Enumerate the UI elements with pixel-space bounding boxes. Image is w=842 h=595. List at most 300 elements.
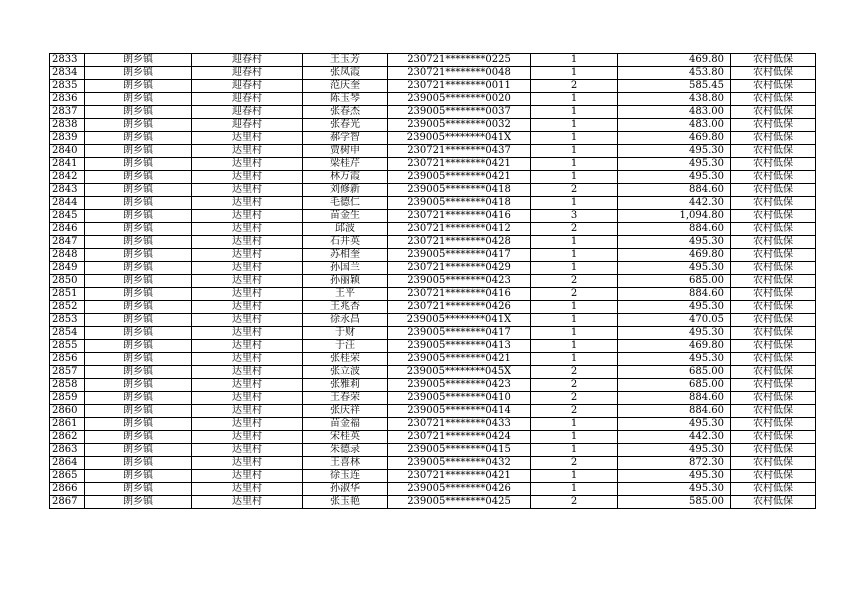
town-cell: 朗乡镇 (85, 223, 192, 236)
assistance-type-cell: 农村低保 (731, 275, 816, 288)
town-cell: 朗乡镇 (85, 353, 192, 366)
assistance-type-cell: 农村低保 (731, 132, 816, 145)
row-number: 2867 (50, 496, 85, 509)
village-cell: 达里村 (192, 392, 303, 405)
name-cell: 王玉芳 (303, 54, 388, 67)
table-row (50, 210, 816, 223)
household-count-cell: 1 (531, 470, 618, 483)
amount-cell: 495.30 (618, 470, 731, 483)
amount-cell: 495.30 (618, 301, 731, 314)
household-count-cell: 2 (531, 379, 618, 392)
household-count-cell: 2 (531, 80, 618, 93)
village-cell: 迎春村 (192, 54, 303, 67)
name-cell: 毛德仁 (303, 197, 388, 210)
assistance-type-cell: 农村低保 (731, 210, 816, 223)
row-number: 2864 (50, 457, 85, 470)
amount-cell: 685.00 (618, 366, 731, 379)
name-cell: 王喜林 (303, 457, 388, 470)
name-cell: 王春荣 (303, 392, 388, 405)
assistance-type-cell: 农村低保 (731, 327, 816, 340)
id-number-cell: 230721********0424 (388, 431, 531, 444)
town-cell: 朗乡镇 (85, 457, 192, 470)
household-count-cell: 1 (531, 93, 618, 106)
table-row (50, 67, 816, 80)
assistance-type-cell: 农村低保 (731, 405, 816, 418)
row-number: 2856 (50, 353, 85, 366)
town-cell: 朗乡镇 (85, 80, 192, 93)
household-count-cell: 1 (531, 54, 618, 67)
row-number: 2845 (50, 210, 85, 223)
table-row (50, 431, 816, 444)
household-count-cell: 1 (531, 301, 618, 314)
amount-cell: 438.80 (618, 93, 731, 106)
amount-cell: 470.05 (618, 314, 731, 327)
village-cell: 达里村 (192, 444, 303, 457)
row-number: 2842 (50, 171, 85, 184)
town-cell: 朗乡镇 (85, 444, 192, 457)
id-number-cell: 239005********0414 (388, 405, 531, 418)
table-row (50, 444, 816, 457)
amount-cell: 495.30 (618, 158, 731, 171)
amount-cell: 483.00 (618, 119, 731, 132)
amount-cell: 453.80 (618, 67, 731, 80)
assistance-type-cell: 农村低保 (731, 119, 816, 132)
village-cell: 达里村 (192, 197, 303, 210)
name-cell: 张桂荣 (303, 353, 388, 366)
town-cell: 朗乡镇 (85, 158, 192, 171)
id-number-cell: 230721********0421 (388, 158, 531, 171)
amount-cell: 495.30 (618, 327, 731, 340)
amount-cell: 495.30 (618, 353, 731, 366)
town-cell: 朗乡镇 (85, 327, 192, 340)
assistance-type-cell: 农村低保 (731, 223, 816, 236)
name-cell: 宋桂英 (303, 431, 388, 444)
name-cell: 王兆杏 (303, 301, 388, 314)
row-number: 2841 (50, 158, 85, 171)
id-number-cell: 239005********0410 (388, 392, 531, 405)
assistance-type-cell: 农村低保 (731, 288, 816, 301)
name-cell: 苗金福 (303, 418, 388, 431)
row-number: 2861 (50, 418, 85, 431)
table-body (50, 54, 816, 509)
village-cell: 达里村 (192, 301, 303, 314)
name-cell: 张凤霞 (303, 67, 388, 80)
table-row (50, 470, 816, 483)
amount-cell: 872.30 (618, 457, 731, 470)
assistance-type-cell: 农村低保 (731, 418, 816, 431)
id-number-cell: 239005********0425 (388, 496, 531, 509)
village-cell: 达里村 (192, 262, 303, 275)
town-cell: 朗乡镇 (85, 379, 192, 392)
amount-cell: 495.30 (618, 262, 731, 275)
town-cell: 朗乡镇 (85, 496, 192, 509)
name-cell: 张庆祥 (303, 405, 388, 418)
village-cell: 达里村 (192, 405, 303, 418)
amount-cell: 469.80 (618, 54, 731, 67)
row-number: 2833 (50, 54, 85, 67)
village-cell: 达里村 (192, 431, 303, 444)
table-row (50, 366, 816, 379)
name-cell: 徐玉连 (303, 470, 388, 483)
assistance-type-cell: 农村低保 (731, 171, 816, 184)
town-cell: 朗乡镇 (85, 262, 192, 275)
household-count-cell: 2 (531, 392, 618, 405)
id-number-cell: 230721********0048 (388, 67, 531, 80)
village-cell: 达里村 (192, 184, 303, 197)
row-number: 2849 (50, 262, 85, 275)
row-number: 2862 (50, 431, 85, 444)
town-cell: 朗乡镇 (85, 366, 192, 379)
assistance-type-cell: 农村低保 (731, 457, 816, 470)
village-cell: 达里村 (192, 483, 303, 496)
village-cell: 达里村 (192, 210, 303, 223)
id-number-cell: 239005********0032 (388, 119, 531, 132)
town-cell: 朗乡镇 (85, 67, 192, 80)
household-count-cell: 1 (531, 236, 618, 249)
id-number-cell: 230721********0433 (388, 418, 531, 431)
id-number-cell: 239005********0417 (388, 249, 531, 262)
table-row (50, 457, 816, 470)
village-cell: 达里村 (192, 366, 303, 379)
row-number: 2834 (50, 67, 85, 80)
village-cell: 迎春村 (192, 67, 303, 80)
town-cell: 朗乡镇 (85, 106, 192, 119)
amount-cell: 469.80 (618, 132, 731, 145)
town-cell: 朗乡镇 (85, 93, 192, 106)
amount-cell: 585.45 (618, 80, 731, 93)
name-cell: 张玉艳 (303, 496, 388, 509)
household-count-cell: 1 (531, 158, 618, 171)
assistance-type-cell: 农村低保 (731, 392, 816, 405)
town-cell: 朗乡镇 (85, 210, 192, 223)
row-number: 2837 (50, 106, 85, 119)
name-cell: 张春光 (303, 119, 388, 132)
town-cell: 朗乡镇 (85, 418, 192, 431)
name-cell: 孙丽颖 (303, 275, 388, 288)
id-number-cell: 239005********041X (388, 132, 531, 145)
row-number: 2844 (50, 197, 85, 210)
table-row (50, 340, 816, 353)
village-cell: 达里村 (192, 496, 303, 509)
household-count-cell: 1 (531, 327, 618, 340)
table-row (50, 236, 816, 249)
assistance-type-cell: 农村低保 (731, 158, 816, 171)
town-cell: 朗乡镇 (85, 340, 192, 353)
town-cell: 朗乡镇 (85, 275, 192, 288)
household-count-cell: 1 (531, 444, 618, 457)
household-count-cell: 1 (531, 262, 618, 275)
amount-cell: 495.30 (618, 418, 731, 431)
town-cell: 朗乡镇 (85, 145, 192, 158)
village-cell: 达里村 (192, 171, 303, 184)
assistance-type-cell: 农村低保 (731, 106, 816, 119)
amount-cell: 495.30 (618, 236, 731, 249)
id-number-cell: 230721********0429 (388, 262, 531, 275)
household-count-cell: 2 (531, 275, 618, 288)
id-number-cell: 230721********0437 (388, 145, 531, 158)
table-row (50, 327, 816, 340)
town-cell: 朗乡镇 (85, 184, 192, 197)
id-number-cell: 239005********0432 (388, 457, 531, 470)
table-row (50, 249, 816, 262)
household-count-cell: 2 (531, 366, 618, 379)
name-cell: 苏相奎 (303, 249, 388, 262)
table-row (50, 106, 816, 119)
row-number: 2866 (50, 483, 85, 496)
assistance-type-cell: 农村低保 (731, 145, 816, 158)
amount-cell: 469.80 (618, 340, 731, 353)
row-number: 2855 (50, 340, 85, 353)
village-cell: 达里村 (192, 236, 303, 249)
id-number-cell: 239005********045X (388, 366, 531, 379)
table-row (50, 392, 816, 405)
id-number-cell: 239005********0421 (388, 353, 531, 366)
id-number-cell: 230721********0421 (388, 470, 531, 483)
assistance-type-cell: 农村低保 (731, 67, 816, 80)
household-count-cell: 3 (531, 210, 618, 223)
household-count-cell: 1 (531, 431, 618, 444)
town-cell: 朗乡镇 (85, 132, 192, 145)
id-number-cell: 230721********0416 (388, 210, 531, 223)
row-number: 2840 (50, 145, 85, 158)
village-cell: 达里村 (192, 340, 303, 353)
table-row (50, 496, 816, 509)
household-count-cell: 2 (531, 184, 618, 197)
id-number-cell: 239005********0037 (388, 106, 531, 119)
name-cell: 石井英 (303, 236, 388, 249)
assistance-type-cell: 农村低保 (731, 496, 816, 509)
table-row (50, 262, 816, 275)
village-cell: 迎春村 (192, 106, 303, 119)
amount-cell: 884.60 (618, 392, 731, 405)
name-cell: 陈玉琴 (303, 93, 388, 106)
table-row (50, 379, 816, 392)
village-cell: 迎春村 (192, 93, 303, 106)
table-row (50, 171, 816, 184)
name-cell: 张雅莉 (303, 379, 388, 392)
table-row (50, 132, 816, 145)
assistance-type-cell: 农村低保 (731, 262, 816, 275)
table-row (50, 158, 816, 171)
table-row (50, 353, 816, 366)
town-cell: 朗乡镇 (85, 483, 192, 496)
village-cell: 达里村 (192, 379, 303, 392)
assistance-type-cell: 农村低保 (731, 444, 816, 457)
row-number: 2851 (50, 288, 85, 301)
name-cell: 于财 (303, 327, 388, 340)
table-row (50, 80, 816, 93)
name-cell: 朱德录 (303, 444, 388, 457)
village-cell: 达里村 (192, 158, 303, 171)
village-cell: 达里村 (192, 353, 303, 366)
assistance-type-cell: 农村低保 (731, 353, 816, 366)
household-count-cell: 2 (531, 405, 618, 418)
village-cell: 达里村 (192, 327, 303, 340)
amount-cell: 495.30 (618, 171, 731, 184)
assistance-type-cell: 农村低保 (731, 249, 816, 262)
name-cell: 郝学智 (303, 132, 388, 145)
village-cell: 达里村 (192, 288, 303, 301)
assistance-type-cell: 农村低保 (731, 80, 816, 93)
table-row (50, 275, 816, 288)
household-count-cell: 1 (531, 171, 618, 184)
household-count-cell: 1 (531, 353, 618, 366)
assistance-type-cell: 农村低保 (731, 301, 816, 314)
household-count-cell: 1 (531, 119, 618, 132)
table-row (50, 314, 816, 327)
table-row (50, 119, 816, 132)
name-cell: 于汪 (303, 340, 388, 353)
amount-cell: 685.00 (618, 275, 731, 288)
name-cell: 张立波 (303, 366, 388, 379)
amount-cell: 685.00 (618, 379, 731, 392)
household-count-cell: 1 (531, 132, 618, 145)
assistance-type-cell: 农村低保 (731, 197, 816, 210)
row-number: 2857 (50, 366, 85, 379)
household-count-cell: 1 (531, 340, 618, 353)
amount-cell: 884.60 (618, 184, 731, 197)
id-number-cell: 239005********0421 (388, 171, 531, 184)
table-row (50, 184, 816, 197)
household-count-cell: 1 (531, 106, 618, 119)
table-row (50, 223, 816, 236)
household-count-cell: 1 (531, 249, 618, 262)
id-number-cell: 239005********0423 (388, 275, 531, 288)
table-row (50, 145, 816, 158)
row-number: 2860 (50, 405, 85, 418)
household-count-cell: 2 (531, 288, 618, 301)
table-row (50, 197, 816, 210)
town-cell: 朗乡镇 (85, 249, 192, 262)
assistance-type-cell: 农村低保 (731, 366, 816, 379)
amount-cell: 585.00 (618, 496, 731, 509)
assistance-type-cell: 农村低保 (731, 184, 816, 197)
town-cell: 朗乡镇 (85, 470, 192, 483)
id-number-cell: 239005********0418 (388, 184, 531, 197)
assistance-type-cell: 农村低保 (731, 379, 816, 392)
town-cell: 朗乡镇 (85, 197, 192, 210)
amount-cell: 442.30 (618, 197, 731, 210)
name-cell: 贾树申 (303, 145, 388, 158)
amount-cell: 884.60 (618, 288, 731, 301)
town-cell: 朗乡镇 (85, 236, 192, 249)
amount-cell: 884.60 (618, 405, 731, 418)
table-row (50, 288, 816, 301)
assistance-type-cell: 农村低保 (731, 470, 816, 483)
name-cell: 邱波 (303, 223, 388, 236)
row-number: 2838 (50, 119, 85, 132)
row-number: 2847 (50, 236, 85, 249)
town-cell: 朗乡镇 (85, 119, 192, 132)
assistance-type-cell: 农村低保 (731, 340, 816, 353)
town-cell: 朗乡镇 (85, 314, 192, 327)
id-number-cell: 230721********0426 (388, 301, 531, 314)
amount-cell: 884.60 (618, 223, 731, 236)
town-cell: 朗乡镇 (85, 405, 192, 418)
row-number: 2843 (50, 184, 85, 197)
row-number: 2848 (50, 249, 85, 262)
table-row (50, 483, 816, 496)
town-cell: 朗乡镇 (85, 54, 192, 67)
row-number: 2850 (50, 275, 85, 288)
table-row (50, 54, 816, 67)
id-number-cell: 239005********0415 (388, 444, 531, 457)
village-cell: 迎春村 (192, 119, 303, 132)
amount-cell: 495.30 (618, 444, 731, 457)
amount-cell: 442.30 (618, 431, 731, 444)
row-number: 2863 (50, 444, 85, 457)
village-cell: 达里村 (192, 470, 303, 483)
household-count-cell: 1 (531, 483, 618, 496)
name-cell: 梁桂芹 (303, 158, 388, 171)
id-number-cell: 239005********0413 (388, 340, 531, 353)
assistance-type-cell: 农村低保 (731, 483, 816, 496)
assistance-type-cell: 农村低保 (731, 431, 816, 444)
name-cell: 孙国兰 (303, 262, 388, 275)
name-cell: 张春杰 (303, 106, 388, 119)
row-number: 2854 (50, 327, 85, 340)
village-cell: 达里村 (192, 457, 303, 470)
amount-cell: 495.30 (618, 145, 731, 158)
id-number-cell: 239005********0426 (388, 483, 531, 496)
village-cell: 达里村 (192, 418, 303, 431)
table-row (50, 405, 816, 418)
id-number-cell: 239005********041X (388, 314, 531, 327)
assistance-type-cell: 农村低保 (731, 93, 816, 106)
village-cell: 达里村 (192, 314, 303, 327)
town-cell: 朗乡镇 (85, 431, 192, 444)
assistance-type-cell: 农村低保 (731, 314, 816, 327)
village-cell: 达里村 (192, 249, 303, 262)
id-number-cell: 239005********0418 (388, 197, 531, 210)
id-number-cell: 239005********0020 (388, 93, 531, 106)
id-number-cell: 239005********0423 (388, 379, 531, 392)
name-cell: 徐永昌 (303, 314, 388, 327)
assistance-type-cell: 农村低保 (731, 236, 816, 249)
household-count-cell: 1 (531, 197, 618, 210)
id-number-cell: 230721********0428 (388, 236, 531, 249)
row-number: 2859 (50, 392, 85, 405)
town-cell: 朗乡镇 (85, 392, 192, 405)
amount-cell: 495.30 (618, 483, 731, 496)
household-count-cell: 1 (531, 145, 618, 158)
village-cell: 达里村 (192, 275, 303, 288)
household-count-cell: 1 (531, 314, 618, 327)
name-cell: 孙淑华 (303, 483, 388, 496)
village-cell: 达里村 (192, 223, 303, 236)
row-number: 2865 (50, 470, 85, 483)
name-cell: 范庆奎 (303, 80, 388, 93)
amount-cell: 469.80 (618, 249, 731, 262)
name-cell: 刘修新 (303, 184, 388, 197)
table-row (50, 93, 816, 106)
name-cell: 林万霞 (303, 171, 388, 184)
id-number-cell: 230721********0011 (388, 80, 531, 93)
town-cell: 朗乡镇 (85, 288, 192, 301)
household-count-cell: 1 (531, 418, 618, 431)
village-cell: 达里村 (192, 132, 303, 145)
town-cell: 朗乡镇 (85, 171, 192, 184)
amount-cell: 483.00 (618, 106, 731, 119)
id-number-cell: 230721********0412 (388, 223, 531, 236)
row-number: 2836 (50, 93, 85, 106)
beneficiary-table (49, 53, 816, 509)
name-cell: 苗金生 (303, 210, 388, 223)
row-number: 2853 (50, 314, 85, 327)
row-number: 2846 (50, 223, 85, 236)
amount-cell: 1,094.80 (618, 210, 731, 223)
household-count-cell: 2 (531, 223, 618, 236)
